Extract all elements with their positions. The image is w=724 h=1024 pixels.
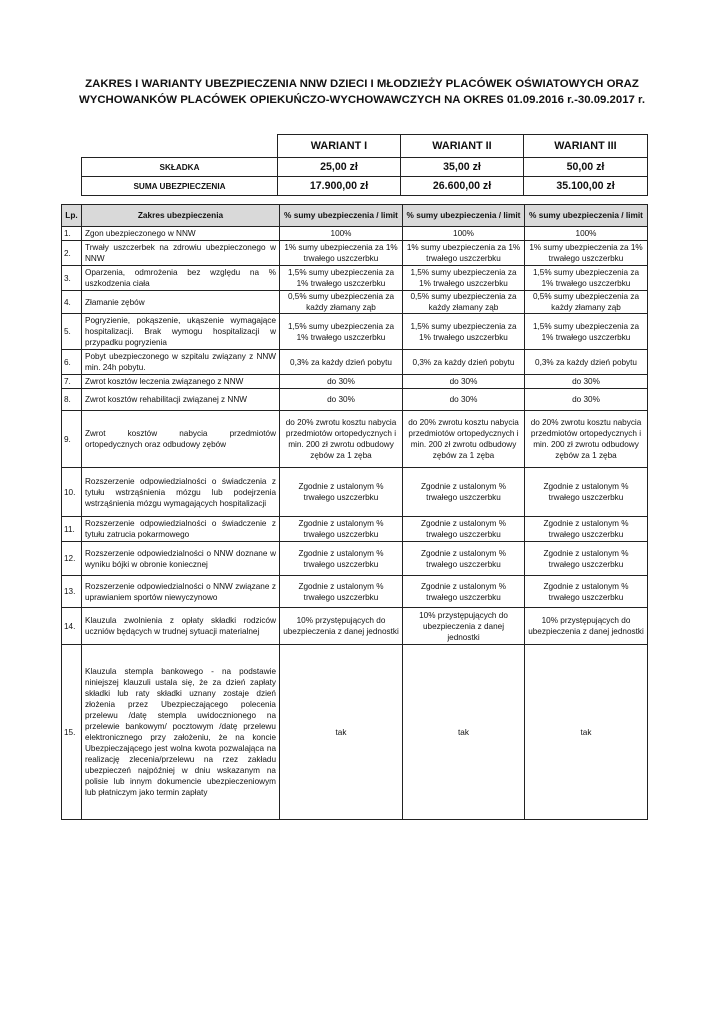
table-row xyxy=(62,542,648,576)
variant-limit: 1% sumy ubezpieczenia za 1% trwałego uszczerbku xyxy=(525,241,648,266)
coverage-scope: Klauzula zwolnienia z opłaty składki rodziców uczniów będących w trudnej sytuacji materialnej xyxy=(82,608,280,645)
variant-header: WARIANT I xyxy=(278,135,401,158)
coverage-scope: Rozszerzenie odpowiedzialności o świadczenie z tytułu zatrucia pokarmowego xyxy=(82,517,280,542)
row-number: 15. xyxy=(62,645,82,820)
coverage-scope: Zwrot kosztów rehabilitacji związanej z NNW xyxy=(82,389,280,411)
variant-limit: 0,5% sumy ubezpieczenia za każdy złamany ząb xyxy=(403,291,525,314)
variant-limit: 1,5% sumy ubezpieczenia za 1% trwałego uszczerbku xyxy=(280,314,403,350)
table-row xyxy=(62,350,648,375)
row-number: 3. xyxy=(62,266,82,291)
sum-insured-value: 35.100,00 zł xyxy=(524,177,648,196)
variant-limit: do 20% zwrotu kosztu nabycia przedmiotów ortopedycznych i min. 200 zł zwrotu odbudowy zębów za 1 zęba xyxy=(403,411,525,468)
variant-limit: 0,5% sumy ubezpieczenia za każdy złamany ząb xyxy=(525,291,648,314)
variant-limit: Zgodnie z ustalonym % trwałego uszczerbku xyxy=(525,517,648,542)
coverage-scope: Rozszerzenie odpowiedzialności o NNW doznane w wyniku bójki w obronie koniecznej xyxy=(82,542,280,576)
coverage-scope: Pobyt ubezpieczonego w szpitalu związany z NNW min. 24h pobytu. xyxy=(82,350,280,375)
variant-limit: 1,5% sumy ubezpieczenia za 1% trwałego uszczerbku xyxy=(525,314,648,350)
variant-limit: 1,5% sumy ubezpieczenia za 1% trwałego uszczerbku xyxy=(280,266,403,291)
variant-limit: Zgodnie z ustalonym % trwałego uszczerbku xyxy=(403,517,525,542)
variant-header: WARIANT II xyxy=(401,135,524,158)
variant-limit: do 30% xyxy=(525,375,648,389)
variant-limit: 100% xyxy=(525,227,648,241)
coverage-scope: Zwrot kosztów leczenia związanego z NNW xyxy=(82,375,280,389)
coverage-scope: Zgon ubezpieczonego w NNW xyxy=(82,227,280,241)
row-number: 4. xyxy=(62,291,82,314)
coverage-scope: Rozszerzenie odpowiedzialności o świadczenia z tytułu wstrząśnienia mózgu lub podejrzenia wstrząśnienia mózgu wymagających hospitalizacji xyxy=(82,468,280,517)
coverage-table xyxy=(61,204,648,820)
table-row xyxy=(62,227,648,241)
variant-limit: tak xyxy=(403,645,525,820)
variant-header: WARIANT III xyxy=(524,135,648,158)
variant-limit: do 20% zwrotu kosztu nabycia przedmiotów ortopedycznych i min. 200 zł zwrotu odbudowy zębów za 1 zęba xyxy=(525,411,648,468)
header-lp: Lp. xyxy=(62,205,82,227)
coverage-scope: Oparzenia, odmrożenia bez względu na % uszkodzenia ciała xyxy=(82,266,280,291)
row-number: 11. xyxy=(62,517,82,542)
variant-limit: Zgodnie z ustalonym % trwałego uszczerbku xyxy=(525,576,648,608)
row-number: 2. xyxy=(62,241,82,266)
table-row xyxy=(62,389,648,411)
premium-label: SKŁADKA xyxy=(82,158,278,177)
sum-insured-value: 17.900,00 zł xyxy=(278,177,401,196)
table-row xyxy=(62,411,648,468)
variant-limit: do 30% xyxy=(403,375,525,389)
table-row xyxy=(62,645,648,820)
summary-blank-cell xyxy=(82,135,278,158)
variant-limit: 1,5% sumy ubezpieczenia za 1% trwałego uszczerbku xyxy=(403,314,525,350)
document-title xyxy=(0,76,724,108)
row-number: 7. xyxy=(62,375,82,389)
variant-limit: 1% sumy ubezpieczenia za 1% trwałego uszczerbku xyxy=(403,241,525,266)
title-line-1: ZAKRES I WARIANTY UBEZPIECZENIA NNW DZIECI I MŁODZIEŻY PLACÓWEK OŚWIATOWYCH ORAZ xyxy=(85,78,639,90)
variant-limit: 10% przystępujących do ubezpieczenia z danej jednostki xyxy=(403,608,525,645)
variant-limit: do 30% xyxy=(280,389,403,411)
variant-limit: 0,3% za każdy dzień pobytu xyxy=(280,350,403,375)
header-limit: % sumy ubezpieczenia / limit xyxy=(403,205,525,227)
variant-limit: do 30% xyxy=(525,389,648,411)
row-number: 13. xyxy=(62,576,82,608)
summary-row-sum-insured xyxy=(82,177,648,196)
variant-limit: 1,5% sumy ubezpieczenia za 1% trwałego uszczerbku xyxy=(403,266,525,291)
variant-limit: do 30% xyxy=(403,389,525,411)
variant-limit: Zgodnie z ustalonym % trwałego uszczerbku xyxy=(280,576,403,608)
row-number: 8. xyxy=(62,389,82,411)
summary-table xyxy=(81,134,648,196)
sum-insured-label: SUMA UBEZPIECZENIA xyxy=(82,177,278,196)
premium-value: 25,00 zł xyxy=(278,158,401,177)
variant-limit: 0,3% za każdy dzień pobytu xyxy=(525,350,648,375)
coverage-scope: Zwrot kosztów nabycia przedmiotów ortopedycznych oraz odbudowy zębów xyxy=(82,411,280,468)
variant-limit: 1,5% sumy ubezpieczenia za 1% trwałego uszczerbku xyxy=(525,266,648,291)
row-number: 5. xyxy=(62,314,82,350)
coverage-scope: Rozszerzenie odpowiedzialności o NNW związane z uprawianiem sportów niewyczynowo xyxy=(82,576,280,608)
coverage-scope: Pogryzienie, pokąszenie, ukąszenie wymagające hospitalizacji. Brak wymogu hospitalizacji w przypadku pogryzienia xyxy=(82,314,280,350)
header-limit: % sumy ubezpieczenia / limit xyxy=(525,205,648,227)
summary-header-row xyxy=(82,135,648,158)
table-row xyxy=(62,314,648,350)
variant-limit: 10% przystępujących do ubezpieczenia z danej jednostki xyxy=(280,608,403,645)
variant-limit: Zgodnie z ustalonym % trwałego uszczerbku xyxy=(525,468,648,517)
variant-limit: Zgodnie z ustalonym % trwałego uszczerbku xyxy=(280,468,403,517)
summary-row-premium xyxy=(82,158,648,177)
variant-limit: 1% sumy ubezpieczenia za 1% trwałego uszczerbku xyxy=(280,241,403,266)
row-number: 1. xyxy=(62,227,82,241)
header-limit: % sumy ubezpieczenia / limit xyxy=(280,205,403,227)
coverage-scope: Klauzula stempla bankowego - na podstawie niniejszej klauzuli ustala się, że za dzień zapłaty składki lub raty składki uznany zostaje dzień złożenia przez Ubezpieczającego polecenia przelewu /datę stempla uwidocznionego na przelewie bankowym/ pocztowym /datę przelewu elektronicznego przy założeniu, że na koncie Ubezpieczającego jest wolna kwota pozwalająca na realizację zlecenia/przelewu na rzez zakładu ubezpieczeń najpóźniej w dniu wskazanym na polisie lub innym dokumencie ubezpieczeniowym lub płatniczym jako termin zapłaty xyxy=(82,645,280,820)
variant-limit: Zgodnie z ustalonym % trwałego uszczerbku xyxy=(280,542,403,576)
variant-limit: 0,3% za każdy dzień pobytu xyxy=(403,350,525,375)
table-row xyxy=(62,375,648,389)
variant-limit: Zgodnie z ustalonym % trwałego uszczerbku xyxy=(403,576,525,608)
table-row xyxy=(62,608,648,645)
table-row xyxy=(62,291,648,314)
sum-insured-value: 26.600,00 zł xyxy=(401,177,524,196)
variant-limit: 10% przystępujących do ubezpieczenia z danej jednostki xyxy=(525,608,648,645)
coverage-scope: Złamanie zębów xyxy=(82,291,280,314)
variant-limit: do 30% xyxy=(280,375,403,389)
variant-limit: tak xyxy=(525,645,648,820)
row-number: 12. xyxy=(62,542,82,576)
variant-limit: Zgodnie z ustalonym % trwałego uszczerbku xyxy=(403,468,525,517)
variant-limit: 100% xyxy=(403,227,525,241)
table-row xyxy=(62,576,648,608)
variant-limit: 100% xyxy=(280,227,403,241)
table-row xyxy=(62,266,648,291)
variant-limit: Zgodnie z ustalonym % trwałego uszczerbku xyxy=(280,517,403,542)
row-number: 6. xyxy=(62,350,82,375)
variant-limit: do 20% zwrotu kosztu nabycia przedmiotów ortopedycznych i min. 200 zł zwrotu odbudowy zębów za 1 zęba xyxy=(280,411,403,468)
row-number: 14. xyxy=(62,608,82,645)
header-scope: Zakres ubezpieczenia xyxy=(82,205,280,227)
premium-value: 50,00 zł xyxy=(524,158,648,177)
row-number: 10. xyxy=(62,468,82,517)
coverage-header-row xyxy=(62,205,648,227)
table-row xyxy=(62,517,648,542)
title-line-2: WYCHOWANKÓW PLACÓWEK OPIEKUŃCZO-WYCHOWAWCZYCH NA OKRES 01.09.2016 r.-30.09.2017 r. xyxy=(78,94,646,106)
variant-limit: Zgodnie z ustalonym % trwałego uszczerbku xyxy=(525,542,648,576)
variant-limit: tak xyxy=(280,645,403,820)
variant-limit: Zgodnie z ustalonym % trwałego uszczerbku xyxy=(403,542,525,576)
table-row xyxy=(62,468,648,517)
table-row xyxy=(62,241,648,266)
premium-value: 35,00 zł xyxy=(401,158,524,177)
row-number: 9. xyxy=(62,411,82,468)
coverage-scope: Trwały uszczerbek na zdrowiu ubezpieczonego w NNW xyxy=(82,241,280,266)
variant-limit: 0,5% sumy ubezpieczenia za każdy złamany ząb xyxy=(280,291,403,314)
